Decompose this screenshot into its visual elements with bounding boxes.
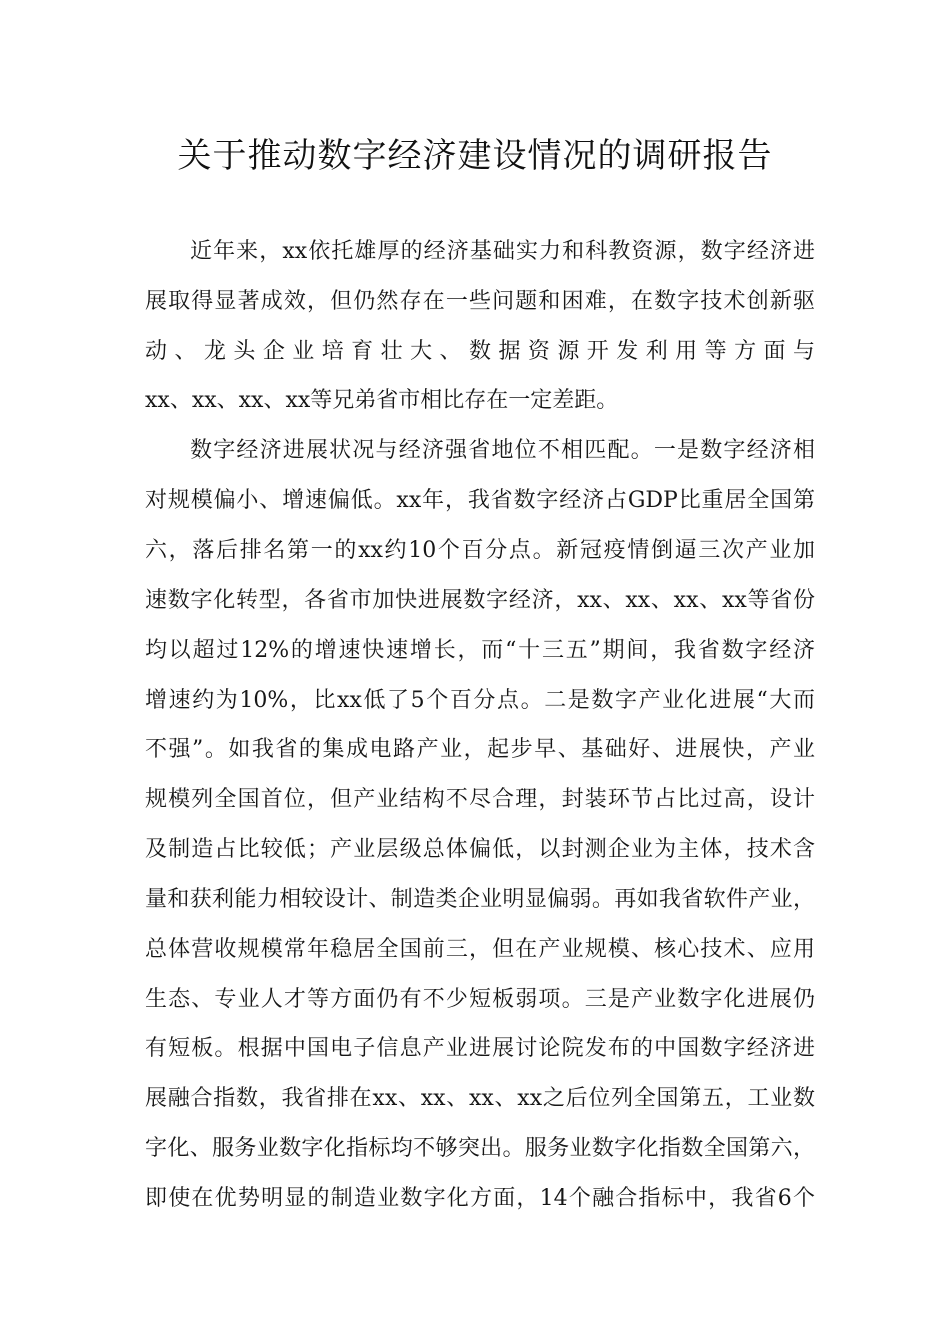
paragraph-1-line-2: 展取得显著成效，但仍然存在一些问题和困难，在数字技术创新驱 <box>145 289 815 314</box>
paragraph-2-line-9: 及制造占比较低；产业层级总体偏低，以封测企业为主体，技术含 <box>145 837 815 862</box>
paragraph-1-line-3: 动、龙头企业培育壮大、数据资源开发利用等方面与 <box>145 339 815 364</box>
paragraph-2-line-12: 生态、专业人才等方面仍有不少短板弱项。三是产业数字化进展仍 <box>145 987 815 1012</box>
paragraph-2-line-4: 速数字化转型，各省市加快进展数字经济，xx、xx、xx、xx等省份 <box>145 588 815 613</box>
paragraph-2-line-11: 总体营收规模常年稳居全国前三，但在产业规模、核心技术、应用 <box>145 937 815 962</box>
paragraph-2-line-5: 均以超过12%的增速快速增长，而“十三五”期间，我省数字经济 <box>145 638 815 663</box>
paragraph-2-line-6: 增速约为10%，比xx低了5个百分点。二是数字产业化进展“大而 <box>145 688 815 713</box>
paragraph-2-line-7: 不强”。如我省的集成电路产业，起步早、基础好、进展快，产业 <box>145 737 815 762</box>
paragraph-2-line-13: 有短板。根据中国电子信息产业进展讨论院发布的中国数字经济进 <box>145 1036 815 1061</box>
paragraph-2-line-3: 六，落后排名第一的xx约10个百分点。新冠疫情倒逼三次产业加 <box>145 538 815 563</box>
paragraph-1-line-1: 近年来，xx依托雄厚的经济基础实力和科教资源，数字经济进 <box>190 239 815 264</box>
paragraph-2-line-2: 对规模偏小、增速偏低。xx年，我省数字经济占GDP比重居全国第 <box>145 488 815 513</box>
paragraph-2-line-14: 展融合指数，我省排在xx、xx、xx、xx之后位列全国第五，工业数 <box>145 1086 815 1111</box>
paragraph-2-line-8: 规模列全国首位，但产业结构不尽合理，封装环节占比过高，设计 <box>145 787 815 812</box>
document-title: 关于推动数字经济建设情况的调研报告 <box>177 136 773 176</box>
paragraph-2-line-10: 量和获利能力相较设计、制造类企业明显偏弱。再如我省软件产业， <box>145 887 815 912</box>
paragraph-2-line-15: 字化、服务业数字化指标均不够突出。服务业数字化指数全国第六， <box>145 1136 815 1161</box>
paragraph-2-line-16: 即使在优势明显的制造业数字化方面，14个融合指标中，我省6个 <box>145 1186 815 1211</box>
paragraph-1-line-4: xx、xx、xx、xx等兄弟省市相比存在一定差距。 <box>145 388 619 413</box>
paragraph-2-line-1: 数字经济进展状况与经济强省地位不相匹配。一是数字经济相 <box>190 438 815 463</box>
